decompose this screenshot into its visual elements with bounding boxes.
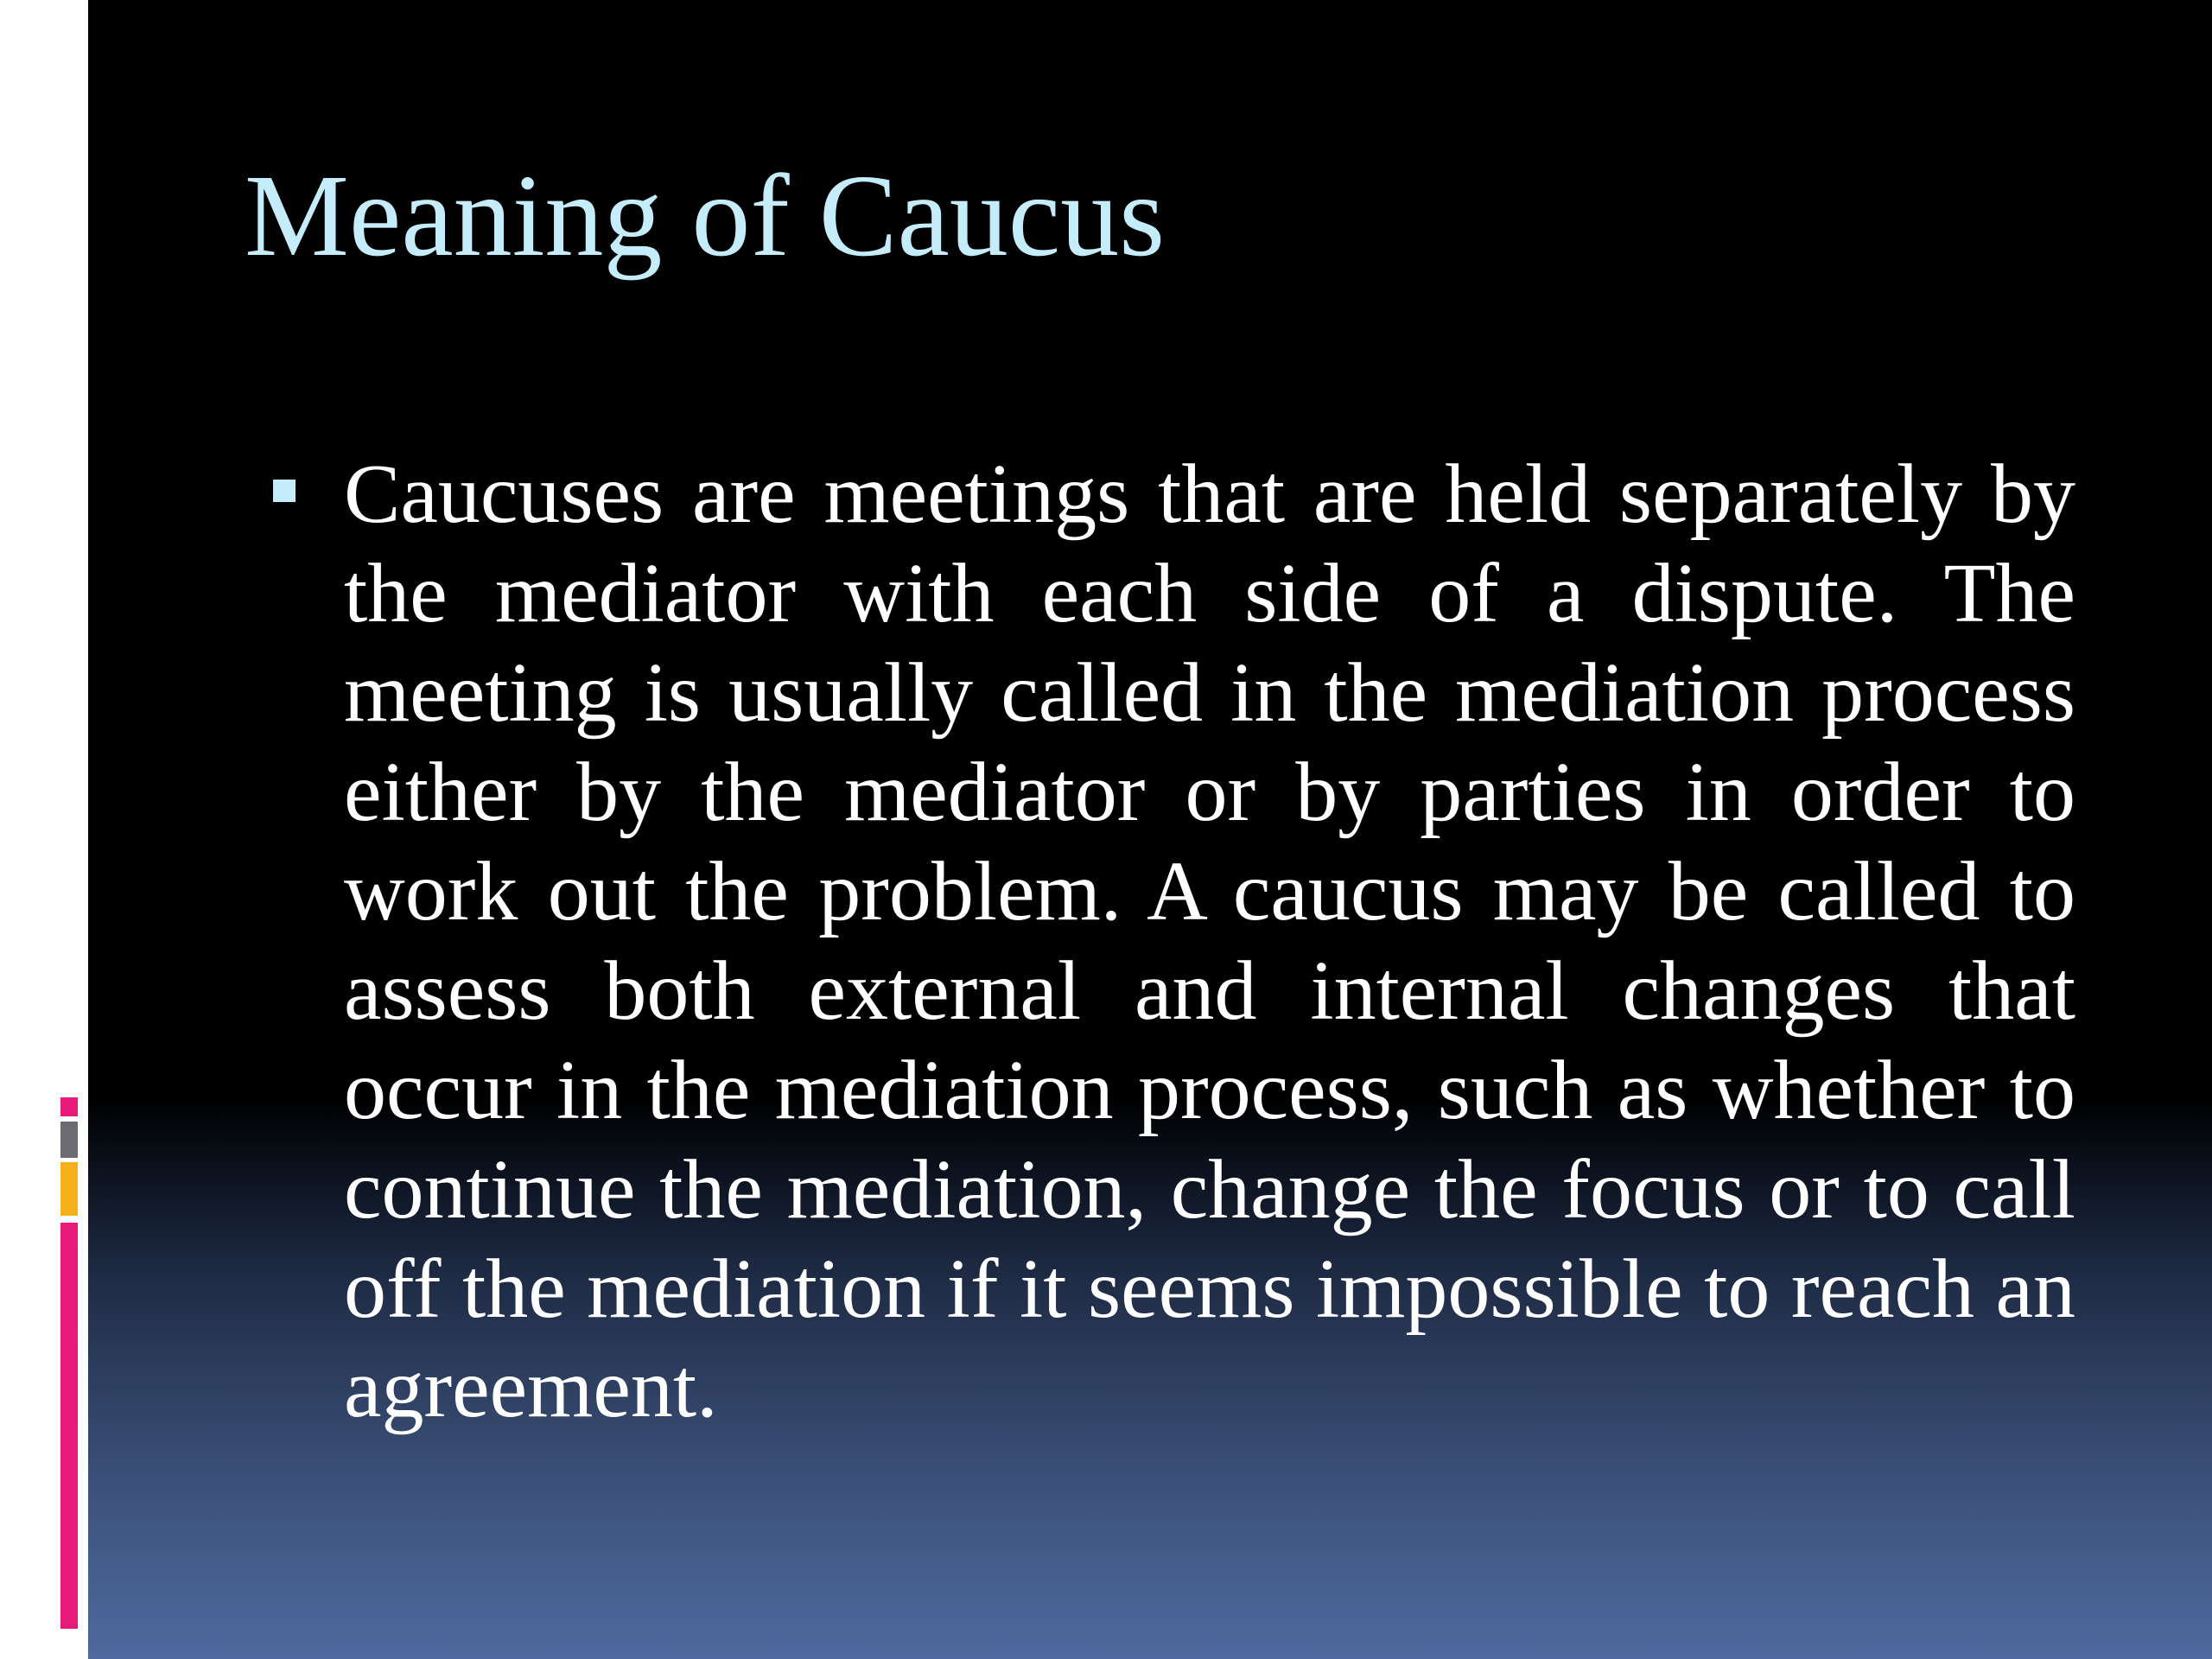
bullet-text: Caucuses are meetings that are held separately by the mediator with each side of a dispute. The meeting is usually called in the mediation process either by the mediator or by parties in order to work out the problem. A caucus may be called to assess both external and internal changes that occur in the mediation process, such as whether to continue the mediation, change the focus or to call off the mediation if it seems impossible to reach an agreement. bbox=[344, 448, 2075, 1435]
bullet-item bbox=[261, 445, 2075, 1439]
bullet-list bbox=[261, 445, 2075, 1439]
slide-title: Meaning of Caucus bbox=[245, 151, 1166, 281]
accent-bar-pink bbox=[60, 1223, 78, 1629]
stripe bbox=[77, 160, 82, 255]
decorative-vertical-stripes bbox=[50, 160, 88, 255]
stripe bbox=[62, 160, 66, 255]
stripe bbox=[69, 160, 73, 255]
accent-bar-pink-top bbox=[60, 1097, 78, 1116]
stripe bbox=[50, 160, 53, 255]
square-bullet-icon bbox=[273, 480, 296, 502]
accent-bar-gray bbox=[60, 1122, 78, 1158]
accent-bar-gold bbox=[60, 1162, 78, 1216]
stripe bbox=[56, 160, 59, 255]
